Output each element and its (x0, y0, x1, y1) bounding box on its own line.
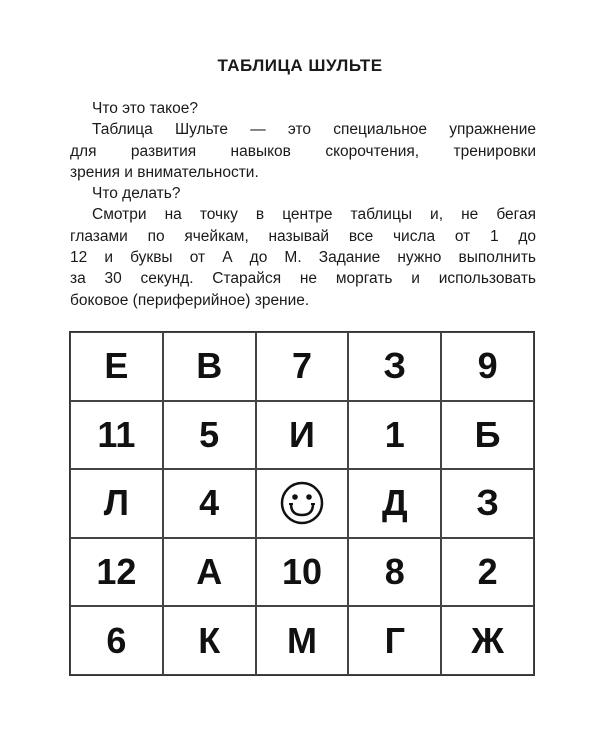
table-cell: Д (348, 469, 441, 538)
smiley-icon (278, 479, 326, 527)
table-cell: З (348, 332, 441, 401)
table-cell: З (441, 469, 534, 538)
schulte-table (69, 331, 535, 676)
table-cell: 9 (441, 332, 534, 401)
table-cell: К (163, 606, 256, 675)
text-line: Что делать? (92, 185, 181, 203)
table-cell: 5 (163, 401, 256, 470)
table-cell: М (256, 606, 349, 675)
table-cell: 11 (70, 401, 163, 470)
table-cell: Б (441, 401, 534, 470)
text-line: Таблица Шульте — это специальное упражнение (92, 121, 536, 139)
table-cell: 8 (348, 538, 441, 607)
text-line: глазами по ячейкам, называй все числа от 1 до (70, 227, 536, 245)
table-cell: 7 (256, 332, 349, 401)
table-cell: 6 (70, 606, 163, 675)
table-cell: 10 (256, 538, 349, 607)
table-cell: 4 (163, 469, 256, 538)
text-line: боковое (периферийное) зрение. (70, 291, 310, 309)
page-title: ТАБЛИЦА ШУЛЬТЕ (217, 56, 383, 75)
text-line: за 30 секунд. Старайся не моргать и использовать (70, 270, 536, 288)
text-line: Что это такое? (92, 100, 198, 117)
table-cell: Л (70, 469, 163, 538)
table-cell: 2 (441, 538, 534, 607)
table-cell-center (256, 469, 349, 538)
table-cell: Е (70, 332, 163, 401)
table-cell: Ж (441, 606, 534, 675)
text-line: 12 и буквы от А до М. Задание нужно выполнить (70, 249, 536, 267)
text-line: зрения и внимательности. (70, 163, 259, 181)
table-cell: И (256, 401, 349, 470)
instructions-text (70, 98, 536, 311)
text-line: Смотри на точку в центре таблицы и, не бегая (92, 206, 536, 224)
table-cell: А (163, 538, 256, 607)
text-line: для развития навыков скорочтения, тренировки (70, 142, 536, 160)
table-cell: В (163, 332, 256, 401)
table-cell: 1 (348, 401, 441, 470)
table-cell: Г (348, 606, 441, 675)
table-cell: 12 (70, 538, 163, 607)
